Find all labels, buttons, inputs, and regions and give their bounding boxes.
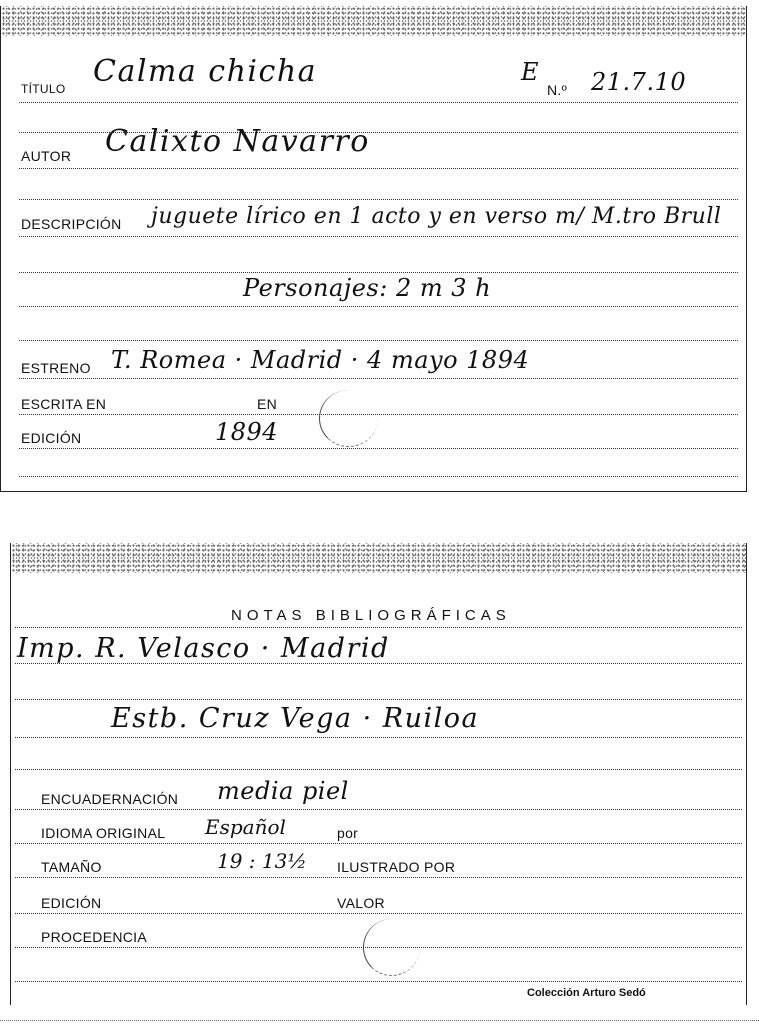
rule-line-1 [15,627,742,628]
autor-label: AUTOR [21,148,72,164]
edicion-line [19,448,738,449]
autor-value: Calixto Navarro [105,124,370,159]
encuadernacion-label: ENCUADERNACIÓN [41,791,179,807]
encuadernacion-value: media piel [217,777,349,805]
estreno-line [19,378,738,379]
edicion-value: 1894 [215,418,279,446]
descripcion-value-1: juguete lírico en 1 acto y en verso m/ M.tro Brull [151,204,722,229]
rule-line-12 [15,981,742,982]
rule-line-3 [15,699,742,700]
rule-line-8 [19,340,738,341]
descripcion-label: DESCRIPCIÓN [21,216,122,232]
titulo-value: Calma chicha [93,54,318,89]
rule-line-12 [19,476,738,477]
punch-hole-mark [319,390,378,447]
card-top-speckle [1,6,746,36]
estreno-value: T. Romea · Madrid · 4 mayo 1894 [111,346,530,374]
descripcion-value-2: Personajes: 2 m 3 h [243,274,492,302]
collection-credit: Colección Arturo Sedó [527,987,646,999]
catalog-card-main [0,6,747,492]
numero-label: N.º [547,82,568,98]
estreno-label: ESTRENO [21,360,91,376]
next-card-edge [0,1020,759,1027]
note-line-1: Imp. R. Velasco · Madrid [17,633,390,664]
note-line-2: Estb. Cruz Vega · Ruiloa [111,703,480,734]
titulo-line [19,102,738,103]
en-label: EN [257,396,278,412]
catalog-card-notes [10,543,747,1005]
tamano-value: 19 : 13½ [217,849,307,873]
descripcion-line-1 [19,236,738,237]
tamano-line [15,877,742,878]
idioma-line [15,843,742,844]
encuadernacion-line [15,809,742,810]
edicion-label: EDICIÓN [21,430,82,446]
rule-line-6 [19,272,738,273]
numero-value: 21.7.10 [591,68,687,96]
ilustrado-por-label: ILUSTRADO POR [337,859,456,875]
rule-line-2 [15,663,742,664]
titulo-label: TÍTULO [21,82,66,96]
rule-line-2 [19,132,738,133]
tamano-label: TAMAÑO [41,859,102,875]
autor-line [19,168,738,169]
numero-prefix: E [521,58,540,86]
descripcion-line-2 [19,306,738,307]
punch-hole-mark [363,919,420,976]
procedencia-label: PROCEDENCIA [41,929,147,945]
edicion-line [15,913,742,914]
idioma-value: Español [205,815,286,839]
escrita-en-line [19,414,738,415]
escrita-en-label: ESCRITA EN [21,396,107,412]
rule-line-5 [15,769,742,770]
rule-line-4 [15,737,742,738]
valor-label: VALOR [337,895,385,911]
rule-line-4 [19,199,738,200]
card-top-speckle [11,543,746,573]
por-label: por [337,825,359,841]
notas-heading: NOTAS BIBLIOGRÁFICAS [231,607,511,624]
idioma-label: IDIOMA ORIGINAL [41,825,166,841]
edicion-label: EDICIÓN [41,895,102,911]
